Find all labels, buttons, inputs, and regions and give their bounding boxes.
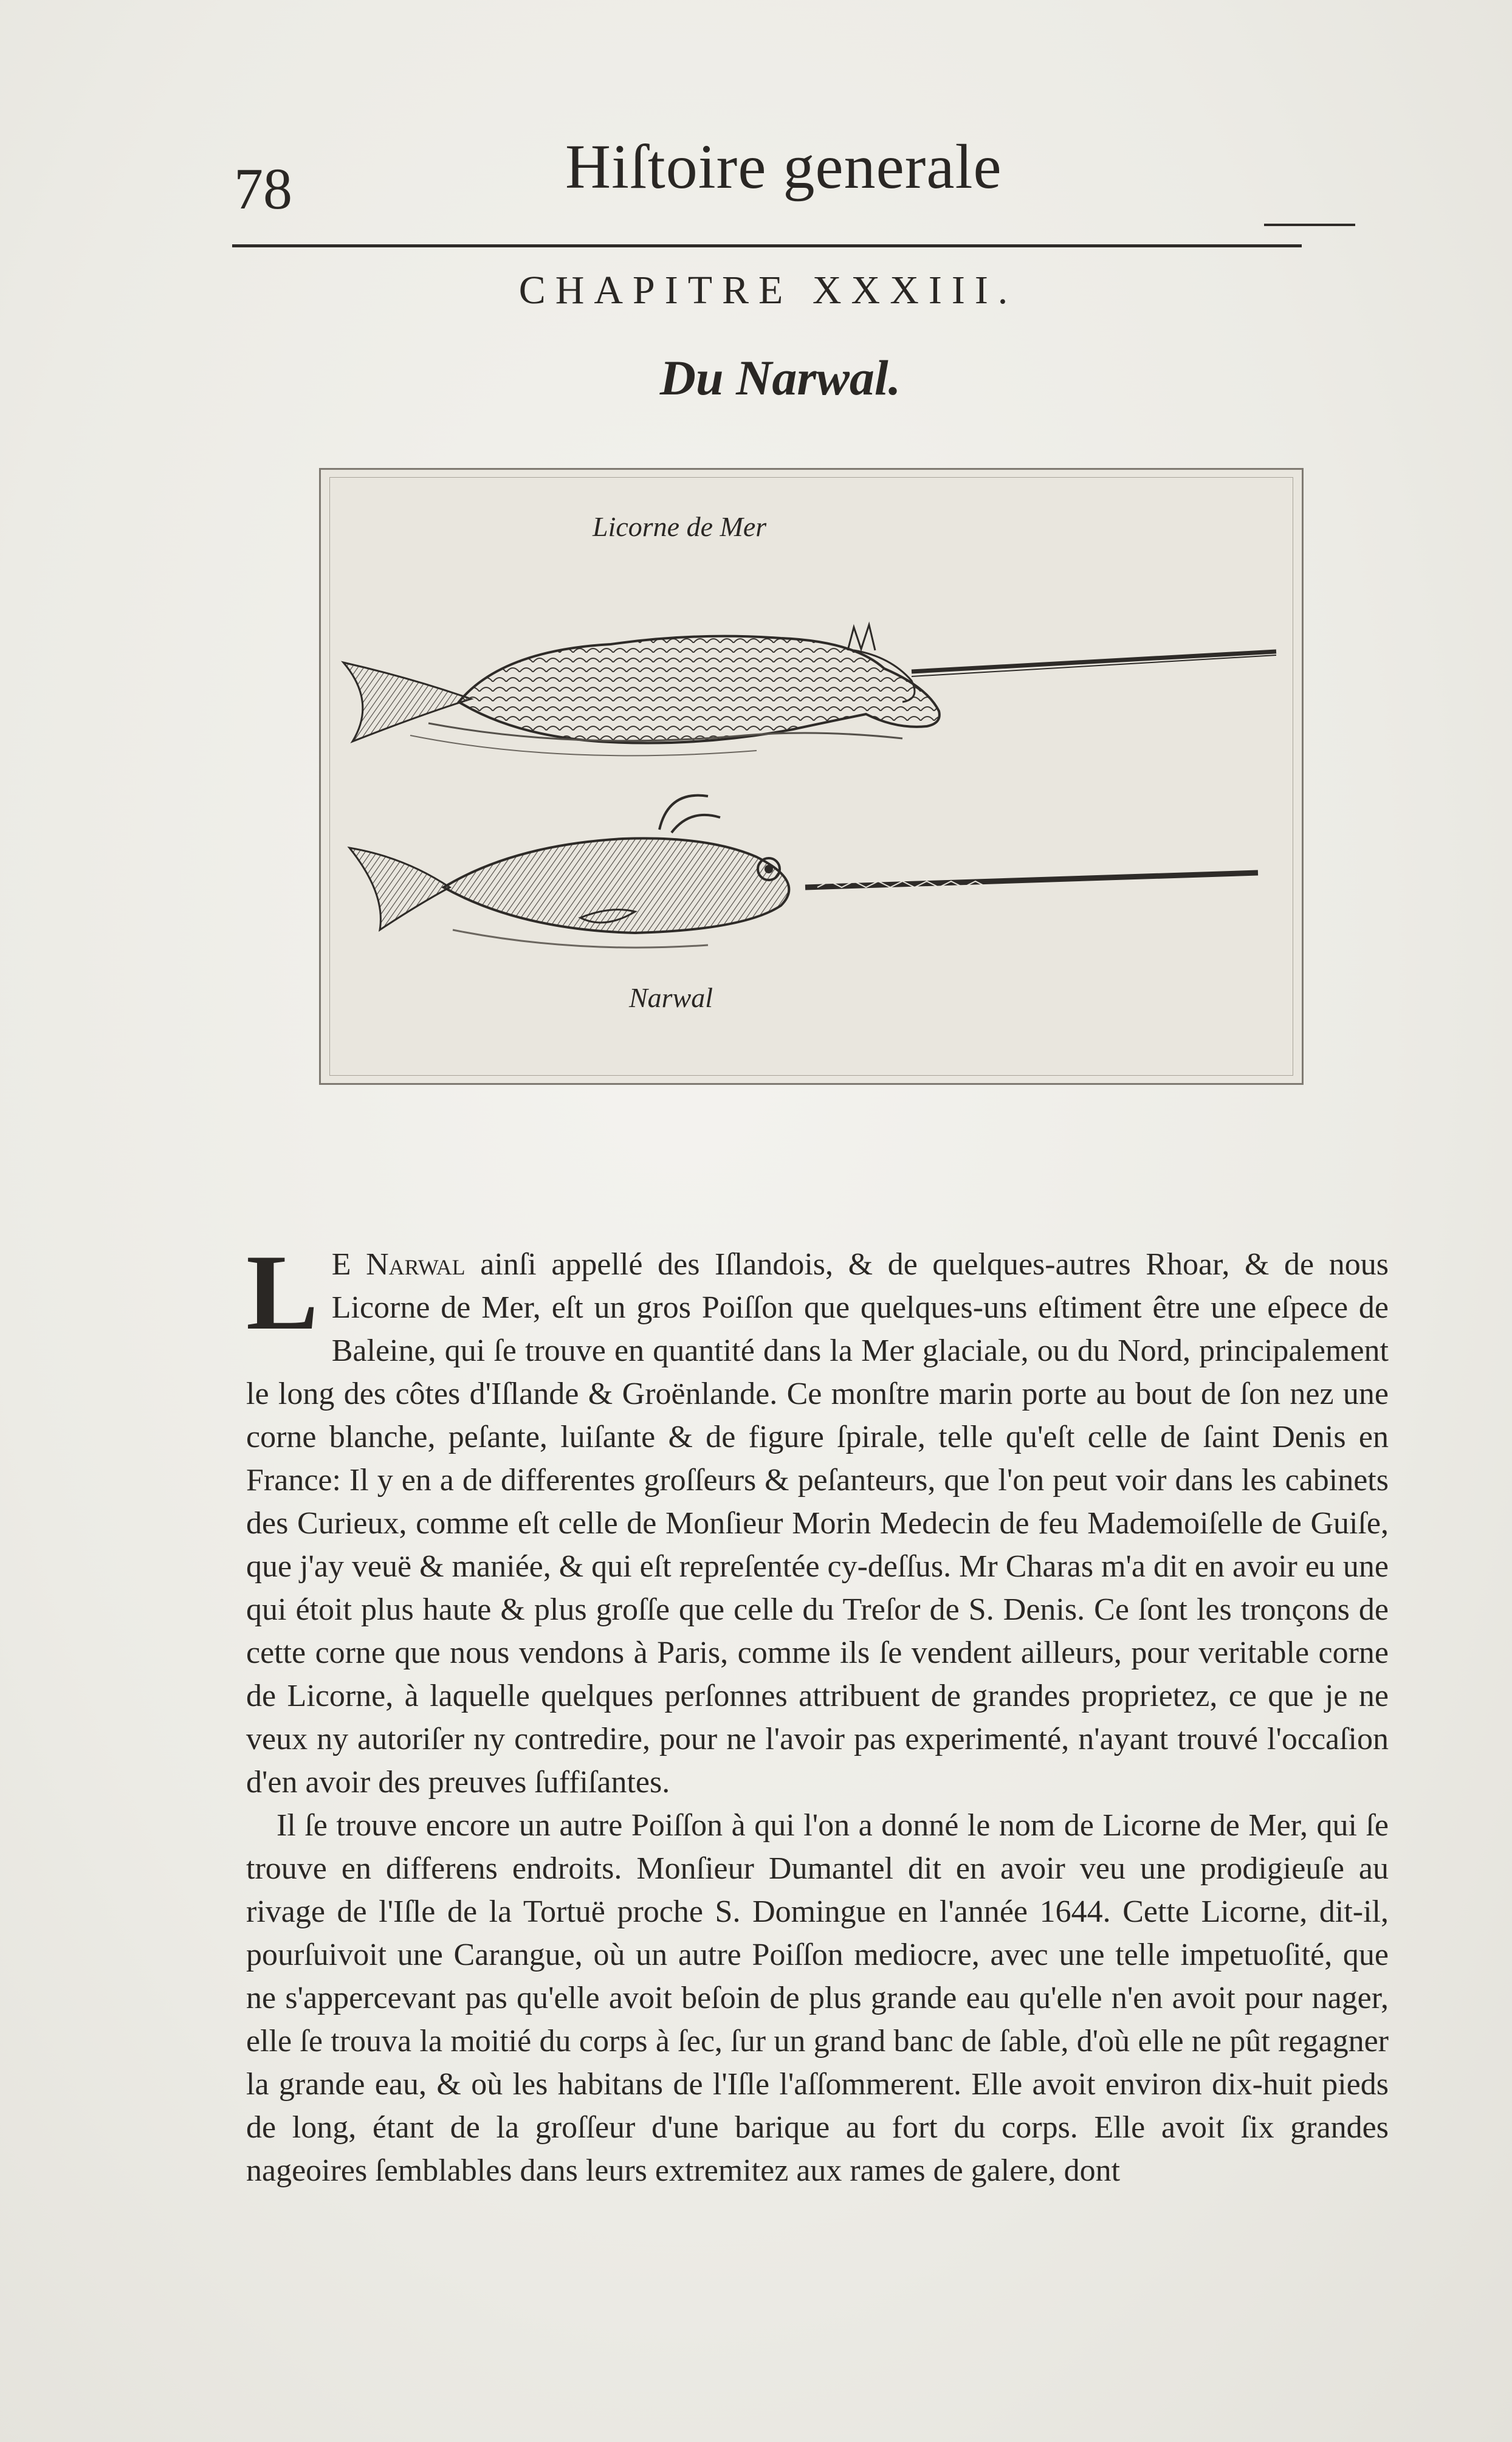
caption-narwal: Narwal [629, 982, 713, 1013]
drop-cap: L [246, 1232, 318, 1352]
paragraph-1-text: ainſi appellé des Iſlandois, & de quelques-autres Rhoar, & de nous Licorne de Mer, eſt un gros Poiſſon que quelques-uns eſtiment être une eſpece de Baleine, qui ſe trouve en quantité dans la Mer glaciale, ou du Nord, principalement le long des côtes d'Iſlande & Groënlande. Ce monſtre marin porte au bout de ſon nez une corne blanche, peſante, luiſante & de figure ſpirale, telle qu'eſt celle de ſaint Denis en France: Il y en a de differentes groſſeurs & peſanteurs, que l'on peut voir dans les cabinets des Curieux, comme eſt celle de Monſieur Morin Medecin de feu Mademoiſelle de Guiſe, que j'ay veuë & maniée, & qui eſt repreſentée cy-deſſus. Mr Charas m'a dit en avoir eu une qui étoit plus haute & plus groſſe que celle du Treſor de S. Denis. Ce ſont les tronçons de cette corne que nous vendons à Paris, comme ils ſe vendent ailleurs, pour veritable corne de Licorne, à laquelle quelques perſonnes attribuent de grandes proprietez, ce que je ne veux ny autoriſer ny contredire, pour ne l'avoir pas experimenté, n'ayant trouvé l'occaſion d'en avoir des preuves ſuffiſantes. [246, 1247, 1389, 1800]
body-text [246, 1232, 1389, 2192]
paragraph-1 [246, 1232, 1389, 1804]
sea-unicorn-illustration [343, 625, 1276, 755]
running-title: Hiſtoire generale [565, 132, 1002, 202]
narwhal-illustration [349, 796, 1258, 948]
narwhal-engraving [319, 468, 1304, 1085]
header-rule [232, 244, 1302, 247]
header-rule-short [1264, 224, 1355, 226]
page-number: 78 [234, 156, 292, 221]
chapter-title: Du Narwal. [659, 350, 901, 405]
engraving-plate [319, 468, 1304, 1085]
paragraph-2: Il ſe trouve encore un autre Poiſſon à qui l'on a donné le nom de Licorne de Mer, qui ſe trouve en differens endroits. Monſieur Dumantel dit en avoir veu une prodigieuſe au rivage de l'Iſle de la Tortuë proche S. Domingue en l'année 1644. Cette Licorne, dit-il, pourſuivoit une Carangue, où un autre Poiſſon mediocre, avec une telle impetuoſité, que ne s'appercevant pas qu'elle avoit beſoin de plus grande eau qu'elle n'en avoit pour nager, elle ſe trouva la moitié du corps à ſec, ſur un grand banc de ſable, d'où elle ne pût regagner la grande eau, & où les habitans de l'Iſle l'aſſommerent. Elle avoit environ dix-huit pieds de long, étant de la groſſeur d'une barique au fort du corps. Elle avoit ſix grandes nageoires ſemblables dans leurs extremitez aux rames de galere, dont [246, 1808, 1389, 2188]
caption-licorne-de-mer: Licorne de Mer [593, 511, 767, 542]
paragraph-lead: E Narwal [331, 1247, 466, 1282]
chapter-heading: CHAPITRE XXXIII. [518, 268, 1018, 312]
